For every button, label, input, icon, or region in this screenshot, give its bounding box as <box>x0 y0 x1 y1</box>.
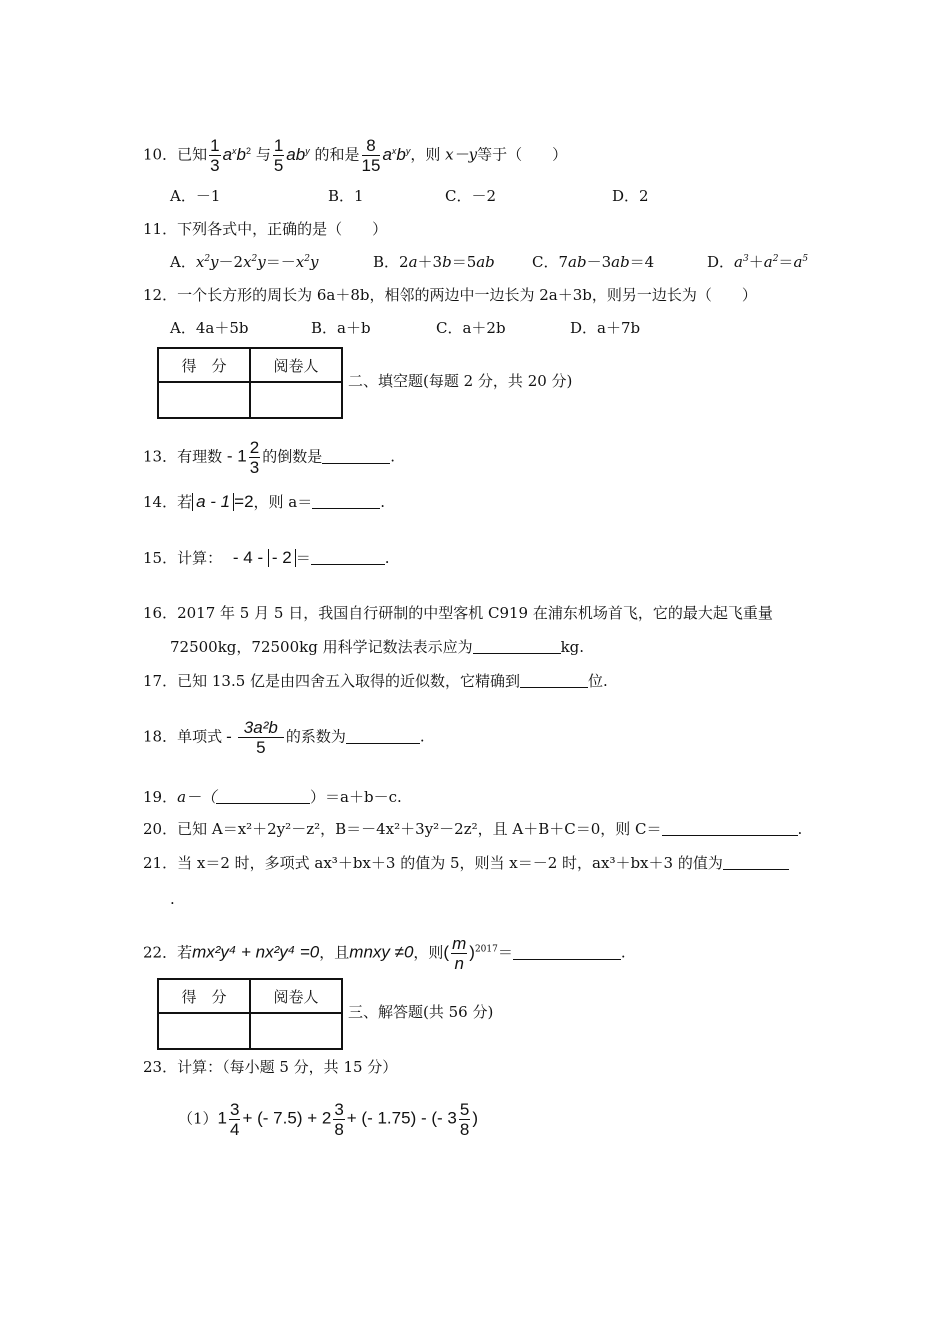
question-21: 21．当 x＝2 时，多项式 ax³＋bx＋3 的值为 5，则当 x＝－2 时，ax³＋bx＋3 的值为 <box>143 853 789 873</box>
option-d: D．$a^3+a^2=a^5$ <box>707 253 809 271</box>
answer-blank[interactable] <box>723 855 789 870</box>
answer-blank[interactable] <box>520 673 588 688</box>
score-table <box>157 978 343 1050</box>
answer-blank[interactable] <box>346 729 420 744</box>
score-table <box>157 347 343 419</box>
question-13: 13．有理数 - 1 $\frac{2}{3}$ 的倒数是 . <box>143 438 395 477</box>
fraction: $\frac{\text{3a²b}}{5}$ <box>238 718 284 757</box>
answer-blank[interactable] <box>216 789 310 804</box>
question-10: 10．已知 $\frac{1}{3}$ $a^xb^2$ 与 $\frac{1}{5}$ $ab^y$ 的和是 $\frac{8}{15}$ $a^xb^y$，则 x－y等于（ ） <box>143 136 568 175</box>
question-14: 14．若 a - 1 =2，则 a＝ . <box>143 492 386 511</box>
answer-blank[interactable] <box>513 945 621 960</box>
option-a: A．4a＋5b <box>170 319 249 337</box>
option-d: D．2 <box>612 187 649 205</box>
option-d: D．a＋7b <box>570 319 641 337</box>
fraction: $\frac{8}{15}$ <box>361 136 381 175</box>
option-b: B．2a＋3b＝5ab <box>373 253 495 271</box>
option-a: A．－1 <box>170 187 221 205</box>
score-header: 得 分 <box>158 348 250 382</box>
score-header: 得 分 <box>158 979 250 1013</box>
option-c: C．－2 <box>445 187 497 205</box>
math-term: $a^xb^2$ <box>222 144 252 164</box>
score-cell[interactable] <box>158 1013 250 1049</box>
question-23-part-1: （1）1 $\frac{3}{4}$ + (- 7.5) + 2 $\frac{3}{8}$ + (- 1.75) - (- 3 $\frac{5}{8}$ ) <box>178 1100 478 1139</box>
option-a: A．$x^2y-2x^2y=-x^2y$ <box>170 253 319 271</box>
question-21-end: . <box>170 890 175 908</box>
option-b: B．1 <box>328 187 364 205</box>
question-17: 17．已知 13.5 亿是由四舍五入取得的近似数，它精确到 位. <box>143 672 608 690</box>
fraction: $\frac{3}{8}$ <box>334 1100 344 1139</box>
fraction: $\frac{1}{3}$ <box>210 136 220 175</box>
answer-blank[interactable] <box>311 550 385 565</box>
option-b: B．a＋b <box>311 319 371 337</box>
grader-header: 阅卷人 <box>250 348 342 382</box>
answer-blank[interactable] <box>312 494 380 509</box>
question-12: 12．一个长方形的周长为 6a＋8b，相邻的两边中一边长为 2a＋3b，则另一边长为（ ） <box>143 286 757 304</box>
math-term: x－y <box>445 145 478 164</box>
fraction: $\frac{1}{5}$ <box>273 136 284 175</box>
question-11: 11．下列各式中，正确的是（ ） <box>143 220 388 238</box>
math-term: $ab^y$ <box>286 144 310 164</box>
answer-blank[interactable] <box>662 821 798 836</box>
option-c: C．7ab－3ab＝4 <box>532 253 655 271</box>
answer-blank[interactable] <box>473 639 561 654</box>
question-16: 16．2017 年 5 月 5 日，我国自行研制的中型客机 C919 在浦东机场首飞，它的最大起飞重量 <box>143 604 773 622</box>
question-20: 20．已知 A＝x²＋2y²－z²，B＝－4x²＋3y²－2z²，且 A＋B＋C＝0，则 C＝ . <box>143 820 803 838</box>
fraction: $\frac{m}{n}$ <box>452 934 467 973</box>
fraction: $\frac{5}{8}$ <box>459 1100 470 1139</box>
fraction: $\frac{3}{4}$ <box>230 1100 240 1139</box>
question-19: 19．a－（ ）＝a＋b－c. <box>143 788 402 806</box>
question-23: 23．计算：（每小题 5 分，共 15 分） <box>143 1058 398 1076</box>
answer-blank[interactable] <box>322 449 390 464</box>
question-18: 18．单项式 - $\frac{\text{3a²b}}{5}$ 的系数为 . <box>143 718 425 757</box>
section-heading-3: 三、解答题(共 56 分) <box>348 1003 494 1021</box>
question-15: 15．计算： - 4 - - 2 ＝ . <box>143 548 390 567</box>
fraction: $\frac{2}{3}$ <box>249 438 260 477</box>
math-term: $a^xb^y$ <box>382 144 411 164</box>
grader-header: 阅卷人 <box>250 979 342 1013</box>
grader-cell[interactable] <box>250 1013 342 1049</box>
question-16-line2: 72500kg，72500kg 用科学记数法表示应为 kg. <box>170 638 585 656</box>
section-heading-2: 二、填空题(每题 2 分，共 20 分) <box>348 372 573 390</box>
grader-cell[interactable] <box>250 382 342 418</box>
question-22: 22．若mx²y⁴ + nx²y⁴ =0，且mnxy ≠0，则( $\frac{m}{n}$ )$^{2017}$＝ . <box>143 934 626 973</box>
option-c: C．a＋2b <box>436 319 506 337</box>
score-cell[interactable] <box>158 382 250 418</box>
